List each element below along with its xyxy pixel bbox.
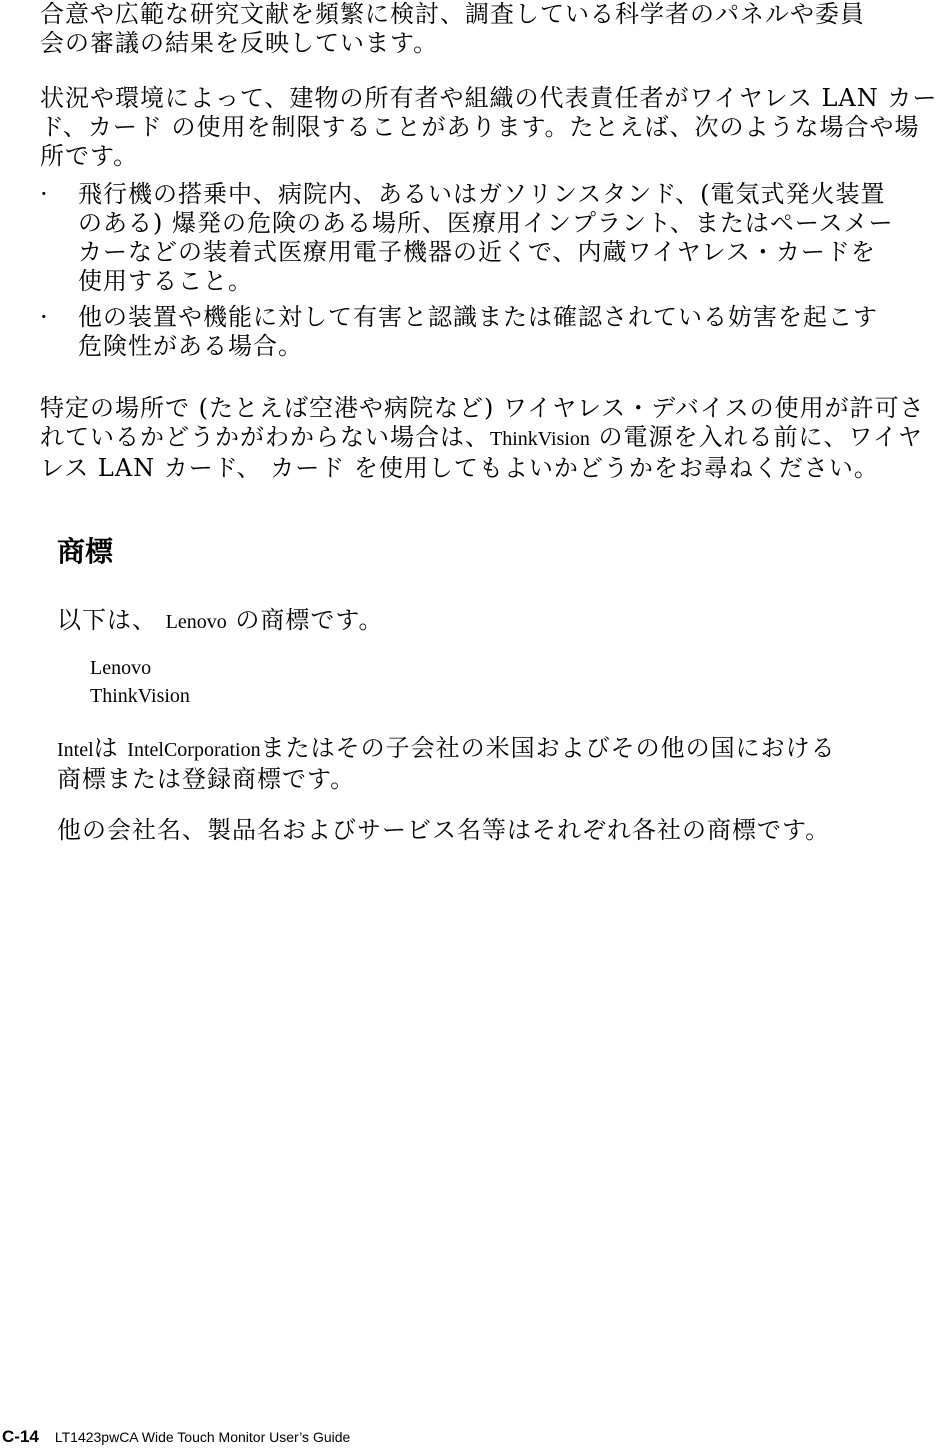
permission-text: れているかどうかがわからない場合は、 xyxy=(40,423,490,451)
brand-name: ThinkVision xyxy=(490,428,590,450)
restriction-line: ド、カード の使用を制限することがあります。たとえば、次のような場合や場 xyxy=(40,113,920,141)
other-trademarks-notice: 他の会社名、製品名およびサービス名等はそれぞれ各社の商標です。 xyxy=(57,816,831,844)
intro-line: 合意や広範な研究文献を頻繁に検討、調査している科学者のパネルや委員 xyxy=(40,0,865,28)
trademarks-intro-text: 以下は、 xyxy=(57,606,166,634)
permission-line: レス LAN カード、 カード を使用してもよいかどうかをお尋ねください。 xyxy=(40,454,879,482)
bullet-line: 危険性がある場合。 xyxy=(78,332,303,360)
intel-line xyxy=(57,734,836,765)
intel-text: は xyxy=(93,734,128,762)
trademark-item: ThinkVision xyxy=(90,685,190,707)
bullet-line: 他の装置や機能に対して有害と認識または確認されている妨害を起こす xyxy=(78,303,878,331)
trademark-item: Lenovo xyxy=(90,657,152,679)
brand-name: Intel xyxy=(57,739,94,761)
brand-name: IntelCorporation xyxy=(127,739,261,761)
bullet-line: カーなどの装着式医療用電子機器の近くで、内蔵ワイヤレス・カードを xyxy=(78,238,876,266)
bullet-item xyxy=(40,303,935,361)
permission-line: 特定の場所で (たとえば空港や病院など) ワイヤレス・デバイスの使用が許可さ xyxy=(40,394,925,422)
guide-title: LT1423pwCA Wide Touch Monitor User’s Guide xyxy=(54,1429,351,1445)
bullet-line: 使用すること。 xyxy=(78,267,253,295)
permission-text: の電源を入れる前に、ワイヤ xyxy=(589,423,923,451)
bullet-line: 飛行機の搭乗中、病院内、あるいはガソリンスタンド、(電気式発火装置 xyxy=(78,180,886,208)
bullet-mark: · xyxy=(40,180,48,208)
trademark-list xyxy=(90,654,190,710)
intel-line: 商標または登録商標です。 xyxy=(57,765,356,793)
intel-trademark-notice xyxy=(57,734,836,794)
bullet-item xyxy=(40,180,935,296)
brand-name: Lenovo xyxy=(165,611,227,633)
intro-paragraph xyxy=(40,0,935,58)
restriction-line: 所です。 xyxy=(40,142,139,170)
bullet-mark: · xyxy=(40,303,48,331)
restriction-line: 状況や環境によって、建物の所有者や組織の代表責任者がワイヤレス LAN カー xyxy=(40,84,938,112)
trademarks-intro-text: の商標です。 xyxy=(226,606,384,634)
intro-line: 会の審議の結果を反映しています。 xyxy=(40,29,439,57)
permission-line xyxy=(40,423,935,454)
page-number: C-14 xyxy=(2,1427,39,1446)
bullet-line: のある) 爆発の危険のある場所、医療用インプラント、またはペースメー xyxy=(78,209,894,237)
permission-paragraph xyxy=(40,394,935,483)
trademarks-intro xyxy=(57,606,383,637)
intel-text: またはその子会社の米国およびその他の国における xyxy=(260,734,836,762)
restriction-paragraph xyxy=(40,84,938,171)
page-footer xyxy=(2,1428,350,1446)
trademarks-heading: 商標 xyxy=(57,535,114,568)
restriction-bullet-list xyxy=(40,180,935,361)
